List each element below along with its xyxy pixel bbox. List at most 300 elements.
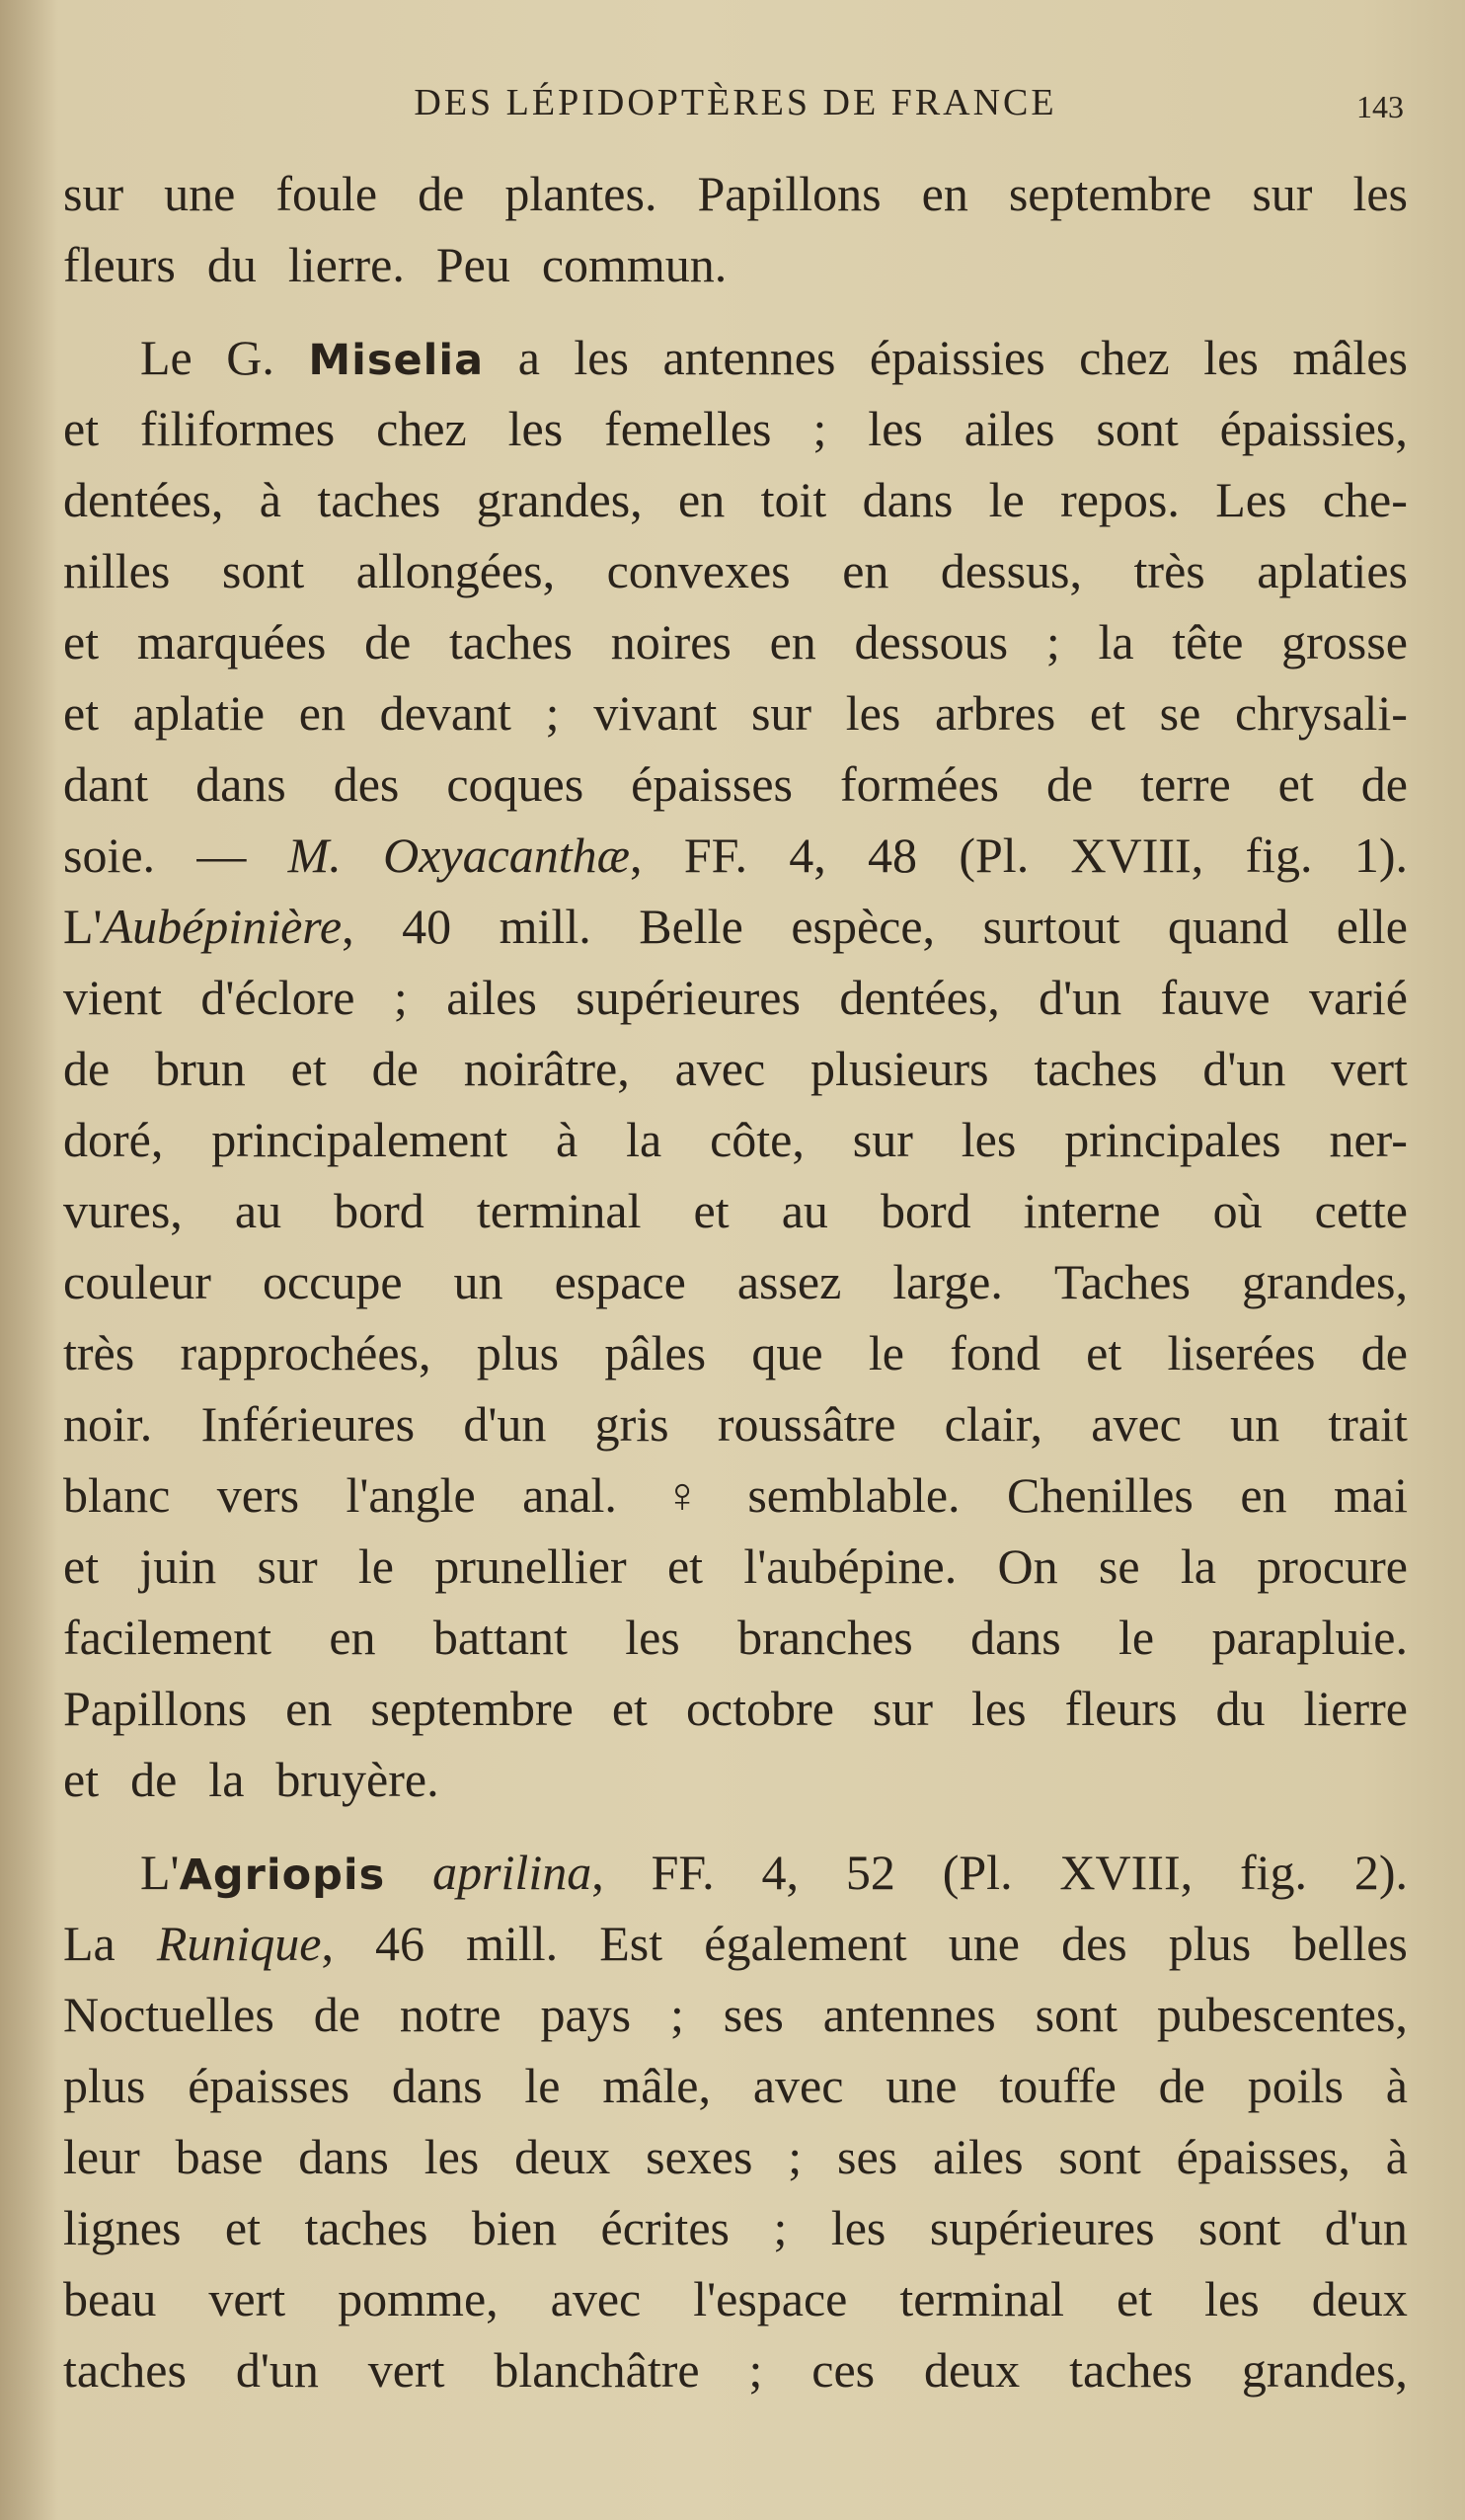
word-part: devant bbox=[379, 685, 511, 741]
word-part: poils bbox=[1247, 2058, 1344, 2113]
word-part: épaisses bbox=[188, 2058, 350, 2113]
word-part: une bbox=[886, 2058, 958, 2113]
text-line bbox=[63, 1317, 1408, 1388]
word-part: soie. bbox=[63, 827, 156, 883]
word-part: belles bbox=[1292, 1916, 1408, 1971]
word-part: en bbox=[285, 1681, 333, 1736]
word-part: ♀ bbox=[663, 1467, 701, 1523]
word-part: sur bbox=[63, 166, 124, 221]
italic-term: Aubépinière bbox=[102, 899, 343, 954]
word-part: touffe bbox=[999, 2058, 1117, 2113]
word bbox=[454, 1246, 503, 1317]
word bbox=[853, 1104, 913, 1175]
word-part: formées bbox=[839, 756, 999, 812]
word bbox=[1352, 158, 1408, 229]
word-part: bruyère. bbox=[275, 1752, 439, 1807]
word-part: taches bbox=[63, 2342, 187, 2398]
word-part: blanc bbox=[63, 1467, 171, 1523]
word-part: dans bbox=[298, 2129, 389, 2184]
text-line bbox=[63, 1673, 1408, 1744]
italic-term: aprilina bbox=[432, 1845, 592, 1900]
word-part: ailes bbox=[964, 401, 1055, 456]
word-part: sont bbox=[1096, 401, 1179, 456]
word-part: et bbox=[224, 2200, 262, 2255]
word bbox=[211, 1104, 507, 1175]
word bbox=[514, 2121, 610, 2192]
word-part: lierre. bbox=[287, 237, 405, 292]
word-part: mâles bbox=[1292, 330, 1408, 385]
word bbox=[1007, 1459, 1194, 1531]
word-part: sur bbox=[750, 685, 812, 741]
word-part: lignes bbox=[63, 2200, 182, 2255]
word bbox=[140, 322, 193, 393]
word-part: de bbox=[1158, 2058, 1205, 2113]
word bbox=[1177, 2121, 1350, 2192]
word-part: sexes bbox=[646, 2129, 753, 2184]
word bbox=[724, 1979, 784, 2050]
word bbox=[930, 2192, 1155, 2263]
word-part: côte, bbox=[710, 1112, 805, 1167]
word bbox=[631, 748, 793, 820]
word bbox=[372, 1033, 419, 1104]
word bbox=[1140, 748, 1231, 820]
word-part: femelles bbox=[604, 401, 772, 456]
word bbox=[347, 1459, 476, 1531]
word-part: assez bbox=[736, 1254, 842, 1309]
word-part: dessous bbox=[854, 614, 1009, 669]
word-part: ; bbox=[812, 401, 827, 456]
word bbox=[1172, 606, 1243, 677]
word bbox=[1331, 1033, 1408, 1104]
word-part: ; bbox=[545, 685, 560, 741]
word-part: en bbox=[329, 1610, 376, 1665]
word-part: supérieures bbox=[576, 970, 801, 1025]
word-part: coques bbox=[446, 756, 584, 812]
word bbox=[477, 1317, 559, 1388]
word-part: branches bbox=[737, 1610, 913, 1665]
word-part: prunellier bbox=[434, 1538, 627, 1594]
word bbox=[595, 1388, 669, 1459]
word-part: et bbox=[63, 1752, 100, 1807]
text-line bbox=[63, 2050, 1408, 2121]
word bbox=[788, 2121, 802, 2192]
word bbox=[63, 1979, 274, 2050]
word bbox=[962, 1104, 1017, 1175]
word-part: au bbox=[781, 1183, 828, 1238]
word bbox=[376, 393, 467, 464]
word bbox=[133, 677, 265, 748]
word bbox=[773, 2192, 787, 2263]
word-part: ; bbox=[393, 970, 408, 1025]
word-part: 52 bbox=[845, 1845, 895, 1900]
text-line bbox=[63, 464, 1408, 535]
word bbox=[1361, 1317, 1408, 1388]
word bbox=[943, 1837, 1013, 1908]
text-line bbox=[63, 1908, 1408, 1979]
text-line bbox=[63, 891, 1408, 962]
word bbox=[1024, 1175, 1161, 1246]
word-part: de bbox=[418, 166, 465, 221]
word-part: On bbox=[997, 1538, 1058, 1594]
word-part: dans bbox=[195, 756, 286, 812]
word bbox=[257, 1531, 317, 1602]
word bbox=[63, 393, 99, 464]
word-part: taches bbox=[449, 614, 573, 669]
word-part: deux bbox=[923, 2342, 1021, 2398]
word bbox=[675, 1033, 766, 1104]
word-part: sur bbox=[1252, 166, 1313, 221]
word-part: terminal bbox=[476, 1183, 642, 1238]
word bbox=[604, 1317, 706, 1388]
word bbox=[1118, 1602, 1154, 1673]
word bbox=[811, 2334, 875, 2405]
word-part: dentées, bbox=[63, 472, 224, 527]
word bbox=[646, 2121, 752, 2192]
word bbox=[1309, 962, 1408, 1033]
text-line bbox=[63, 2263, 1408, 2334]
word bbox=[959, 820, 1029, 891]
word bbox=[394, 962, 408, 1033]
word-part: épaissies, bbox=[1219, 401, 1408, 456]
word-part: 48 bbox=[868, 827, 918, 883]
word bbox=[299, 677, 346, 748]
word bbox=[950, 1317, 1041, 1388]
word bbox=[1134, 535, 1205, 606]
word-part: d'un bbox=[1324, 2200, 1408, 2255]
word-part: le bbox=[1118, 1610, 1155, 1665]
word-part: terre bbox=[1140, 756, 1231, 812]
word-part: de bbox=[63, 1041, 111, 1096]
word-part: , bbox=[342, 899, 354, 954]
word-part: toit bbox=[760, 472, 827, 527]
word bbox=[225, 2192, 261, 2263]
word-part: et bbox=[1089, 685, 1125, 741]
word-part: roussâtre bbox=[717, 1396, 896, 1452]
word-part: de bbox=[1360, 756, 1408, 812]
word-part: pomme, bbox=[338, 2271, 499, 2326]
text-line bbox=[63, 748, 1408, 820]
word bbox=[1329, 1104, 1408, 1175]
word-part: repos. bbox=[1060, 472, 1180, 527]
word bbox=[201, 1388, 416, 1459]
word bbox=[418, 158, 464, 229]
word-part: les bbox=[625, 1610, 680, 1665]
word-part: la bbox=[1180, 1538, 1216, 1594]
word-part: fleurs bbox=[63, 237, 176, 292]
word-part: avec bbox=[550, 2271, 642, 2326]
word-part: se bbox=[1098, 1538, 1140, 1594]
genus-name: Agriopis bbox=[179, 1851, 386, 1900]
word-part: une bbox=[164, 166, 236, 221]
page-spine-shadow bbox=[0, 0, 57, 2520]
word-part: et bbox=[63, 1538, 100, 1594]
word-part: espace bbox=[554, 1254, 686, 1309]
word-part: trait bbox=[1328, 1396, 1408, 1452]
text-line bbox=[63, 1979, 1408, 2050]
word bbox=[546, 677, 560, 748]
word-part: avec bbox=[1091, 1396, 1182, 1452]
word bbox=[1257, 1531, 1408, 1602]
word bbox=[291, 1033, 327, 1104]
word bbox=[208, 2263, 285, 2334]
word-part: FF. bbox=[683, 827, 747, 883]
word bbox=[540, 1979, 631, 2050]
word-part: mai bbox=[1333, 1467, 1408, 1523]
word bbox=[208, 1744, 260, 1815]
word bbox=[424, 2121, 480, 2192]
word bbox=[989, 464, 1025, 535]
word bbox=[870, 322, 1045, 393]
word bbox=[751, 677, 811, 748]
word bbox=[157, 1908, 334, 1979]
word bbox=[782, 1175, 828, 1246]
word-part: les bbox=[961, 1112, 1017, 1167]
word bbox=[1169, 1908, 1251, 1979]
word bbox=[1117, 2263, 1152, 2334]
word-part: dans bbox=[391, 2058, 483, 2113]
word bbox=[868, 393, 923, 464]
word-part: cette bbox=[1314, 1183, 1408, 1238]
word bbox=[1337, 891, 1408, 962]
word bbox=[334, 1175, 424, 1246]
word bbox=[840, 748, 999, 820]
word bbox=[855, 606, 1009, 677]
word-part: grandes, bbox=[1241, 1254, 1408, 1309]
word bbox=[1161, 962, 1271, 1033]
word bbox=[380, 677, 511, 748]
word-part: fond bbox=[950, 1325, 1041, 1380]
word bbox=[217, 1459, 299, 1531]
word bbox=[842, 535, 888, 606]
word bbox=[601, 2192, 730, 2263]
word bbox=[868, 820, 917, 891]
word-part: plusieurs bbox=[810, 1041, 989, 1096]
word-part: antennes bbox=[822, 1987, 996, 2042]
word-part: fauve bbox=[1160, 970, 1271, 1025]
word-part: le bbox=[524, 2058, 561, 2113]
word bbox=[869, 1317, 904, 1388]
word bbox=[400, 1979, 501, 2050]
word-part: blanchâtre bbox=[494, 2342, 700, 2398]
word bbox=[63, 464, 223, 535]
word bbox=[1086, 1317, 1121, 1388]
word-part: sur bbox=[872, 1681, 934, 1736]
word-part: d'un bbox=[1039, 970, 1122, 1025]
word-part: plus bbox=[1168, 1916, 1252, 1971]
word-part: beau bbox=[63, 2271, 157, 2326]
word-part: et bbox=[63, 614, 100, 669]
word-part: bien bbox=[471, 2200, 558, 2255]
word-part: de bbox=[1360, 1325, 1408, 1380]
word bbox=[1211, 1602, 1408, 1673]
word bbox=[222, 535, 304, 606]
word-part: Papillons bbox=[697, 166, 882, 221]
word-part: taches bbox=[304, 2200, 428, 2255]
word-part: lierre bbox=[1303, 1681, 1408, 1736]
word bbox=[1242, 1246, 1408, 1317]
word-part: au bbox=[234, 1183, 282, 1238]
word bbox=[1099, 1531, 1140, 1602]
word bbox=[155, 1033, 246, 1104]
word bbox=[881, 1175, 971, 1246]
text-line bbox=[63, 1388, 1408, 1459]
word-part: dant bbox=[63, 756, 149, 812]
word-part: les bbox=[1203, 330, 1259, 385]
word bbox=[1303, 1673, 1407, 1744]
word bbox=[392, 2050, 483, 2121]
word bbox=[873, 1673, 933, 1744]
word-part: facilement bbox=[63, 1610, 271, 1665]
word bbox=[1312, 2263, 1408, 2334]
word bbox=[329, 1602, 375, 1673]
word bbox=[555, 1246, 686, 1317]
word-part: vert bbox=[1331, 1041, 1408, 1096]
word-part: pays bbox=[540, 1987, 632, 2042]
text-line bbox=[63, 962, 1408, 1033]
word-part: — bbox=[196, 827, 247, 883]
word-part: mâle, bbox=[602, 2058, 711, 2113]
word bbox=[1361, 748, 1408, 820]
word-part: Papillons bbox=[63, 1681, 248, 1736]
word-part: et bbox=[290, 1041, 327, 1096]
word-part: la bbox=[208, 1752, 245, 1807]
word bbox=[602, 2050, 711, 2121]
word bbox=[1079, 322, 1170, 393]
word-part: aplaties bbox=[1257, 543, 1408, 598]
word bbox=[1065, 1673, 1178, 1744]
word bbox=[1292, 322, 1408, 393]
word-part: marquées bbox=[136, 614, 327, 669]
word-part: du bbox=[206, 237, 257, 292]
text-line bbox=[63, 1531, 1408, 1602]
word bbox=[226, 322, 274, 393]
italic-term: Runique bbox=[156, 1916, 322, 1971]
word bbox=[235, 1175, 281, 1246]
word-part: taches bbox=[1034, 1041, 1158, 1096]
word bbox=[625, 1602, 680, 1673]
word-part: en bbox=[298, 685, 346, 741]
word-part: et bbox=[611, 1681, 648, 1736]
word-part: deux bbox=[514, 2129, 611, 2184]
word-part: surtout bbox=[982, 899, 1120, 954]
word bbox=[718, 1388, 896, 1459]
word bbox=[945, 1388, 1042, 1459]
word bbox=[63, 2192, 181, 2263]
word bbox=[196, 820, 246, 891]
word bbox=[260, 464, 281, 535]
word bbox=[130, 1744, 193, 1815]
word bbox=[576, 962, 801, 1033]
word-part: Est bbox=[599, 1916, 663, 1971]
word bbox=[983, 891, 1120, 962]
word bbox=[1386, 2050, 1408, 2121]
word-part: dans bbox=[970, 1610, 1061, 1665]
word bbox=[747, 1459, 960, 1531]
word bbox=[970, 1602, 1061, 1673]
word bbox=[1386, 2121, 1408, 2192]
word bbox=[288, 229, 421, 300]
word bbox=[140, 393, 335, 464]
word-part: de bbox=[364, 614, 412, 669]
word-part: 4, bbox=[761, 1845, 800, 1900]
word bbox=[663, 1459, 701, 1531]
word-part: noirâtre, bbox=[463, 1041, 630, 1096]
word-part: L' bbox=[63, 899, 103, 954]
page-number: 143 bbox=[1356, 89, 1404, 124]
text-line bbox=[63, 322, 1408, 393]
word-part: épaisses, bbox=[1176, 2129, 1350, 2184]
word-part: le bbox=[357, 1538, 394, 1594]
word bbox=[1064, 1104, 1280, 1175]
word bbox=[710, 1104, 805, 1175]
word-part: Inférieures bbox=[200, 1396, 416, 1452]
word bbox=[1334, 1459, 1408, 1531]
word-part: 40 bbox=[402, 899, 452, 954]
word bbox=[308, 322, 484, 393]
word bbox=[504, 158, 656, 229]
running-title: DES LÉPIDOPTÈRES DE FRANCE bbox=[414, 82, 1057, 123]
word bbox=[434, 1531, 626, 1602]
word bbox=[1059, 1837, 1193, 1908]
body-text bbox=[63, 158, 1408, 2405]
word bbox=[704, 1908, 906, 1979]
word-part: interne bbox=[1023, 1183, 1161, 1238]
word-part: plus bbox=[63, 2058, 146, 2113]
word bbox=[263, 1246, 403, 1317]
word-part: ses bbox=[837, 2129, 898, 2184]
word bbox=[1069, 2334, 1193, 2405]
word bbox=[464, 1033, 630, 1104]
word bbox=[63, 748, 148, 820]
word-part: dentées, bbox=[839, 970, 1000, 1025]
word bbox=[508, 393, 564, 464]
word-part: mill. bbox=[499, 899, 591, 954]
word bbox=[63, 677, 99, 748]
word-part: procure bbox=[1257, 1538, 1408, 1594]
word bbox=[305, 2192, 428, 2263]
word bbox=[432, 1837, 604, 1908]
genus-name: Miselia bbox=[308, 336, 485, 385]
word bbox=[639, 891, 743, 962]
word-part: vert bbox=[208, 2271, 286, 2326]
word-part: épaissies bbox=[869, 330, 1045, 385]
word-part: XVIII, bbox=[1059, 1845, 1194, 1900]
word-part: vers bbox=[216, 1467, 300, 1523]
word bbox=[751, 1317, 822, 1388]
word bbox=[1160, 677, 1201, 748]
word bbox=[200, 962, 354, 1033]
word bbox=[1278, 748, 1314, 820]
word bbox=[762, 1837, 800, 1908]
word-part: brun bbox=[155, 1041, 246, 1096]
word bbox=[433, 1602, 568, 1673]
word bbox=[275, 1744, 454, 1815]
word-part: leur bbox=[63, 2129, 140, 2184]
word bbox=[63, 2334, 187, 2405]
word-part: clair, bbox=[944, 1396, 1042, 1452]
word-part: noires bbox=[610, 614, 732, 669]
word-part: et bbox=[1277, 756, 1314, 812]
word bbox=[63, 1317, 134, 1388]
word bbox=[1034, 1033, 1157, 1104]
word bbox=[1060, 464, 1180, 535]
word bbox=[176, 2121, 264, 2192]
word-part: des bbox=[333, 756, 400, 812]
word-part: dessus, bbox=[940, 543, 1082, 598]
word bbox=[1203, 322, 1259, 393]
word bbox=[837, 2121, 897, 2192]
word-part: et bbox=[1086, 1325, 1122, 1380]
